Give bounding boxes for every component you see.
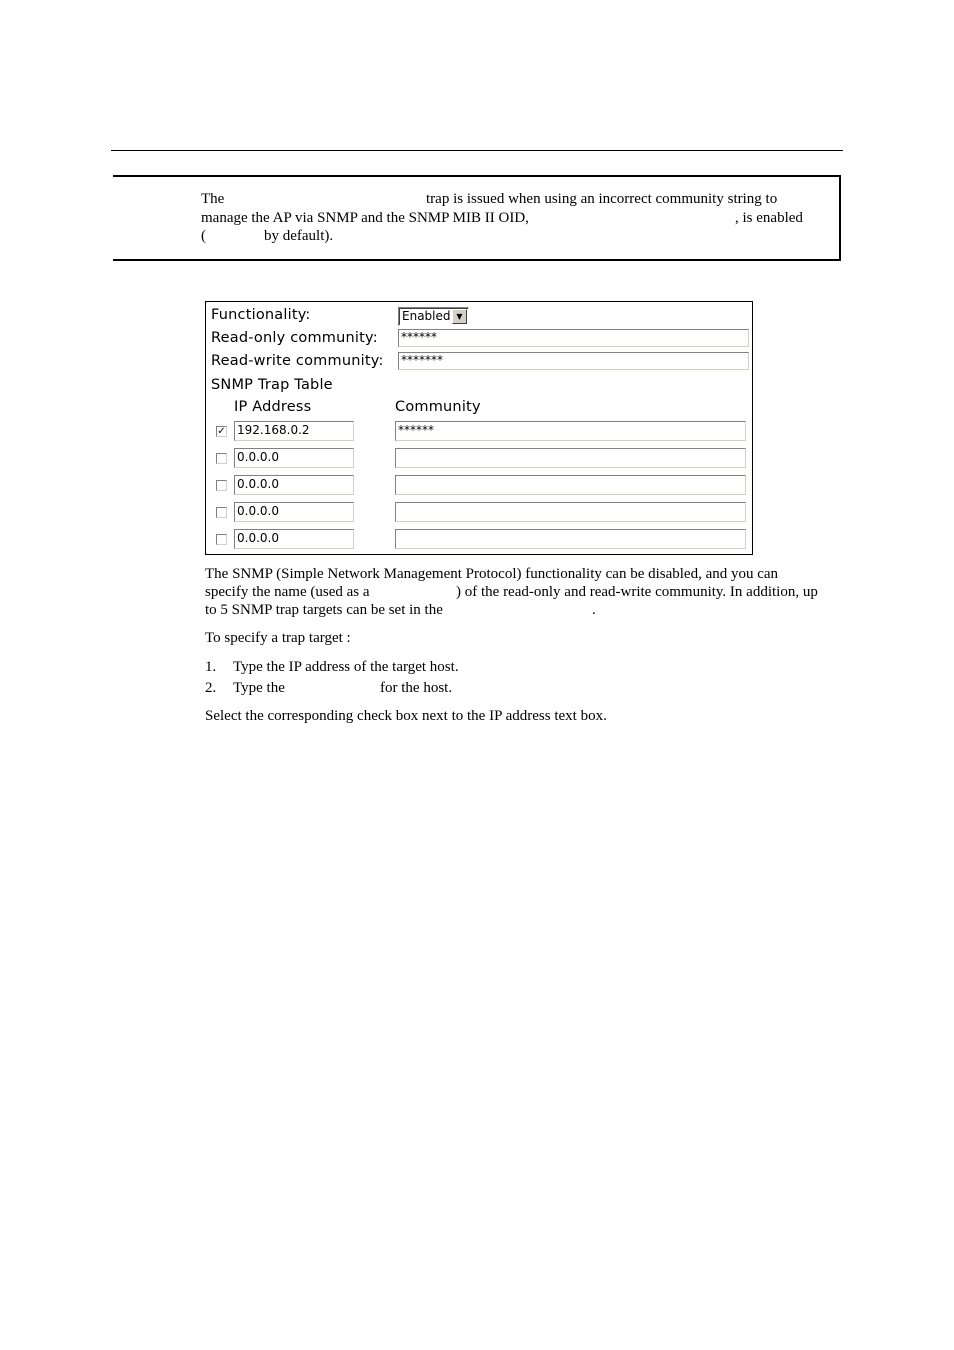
note-line1-start: The [201,191,225,207]
description-line2-end: ) of the read-only and read-write community. In addition, up [456,584,818,600]
trap-target-intro: To specify a trap target : [205,630,351,646]
trap-community-input[interactable] [395,502,746,522]
step-text-end: for the host. [380,680,453,696]
ip-address-column-header: IP Address [234,399,312,415]
description-line2-start: specify the name (used as a [205,584,370,600]
functionality-label: Functionality: [211,307,311,323]
readwrite-community-input[interactable]: ******* [398,352,749,370]
step-number: 2. [205,680,217,696]
readonly-community-input[interactable]: ****** [398,329,749,347]
functionality-select[interactable] [398,307,469,326]
trap-enable-checkbox[interactable] [216,480,227,491]
community-column-header: Community [395,399,481,415]
trap-community-input[interactable] [395,475,746,495]
trap-ip-input[interactable]: 192.168.0.2 [234,421,354,441]
step-text: Type the [233,680,285,696]
trap-ip-input[interactable]: 0.0.0.0 [234,502,354,522]
step-text: Type the IP address of the target host. [233,659,459,675]
description-line3-end: . [592,602,596,618]
trap-ip-input[interactable]: 0.0.0.0 [234,448,354,468]
description-line1: The SNMP (Simple Network Management Protocol) functionality can be disabled, and you can [205,566,779,582]
trap-community-input[interactable] [395,529,746,549]
trap-enable-checkbox[interactable] [216,453,227,464]
note-line3-start: ( [201,228,206,244]
trap-table-title: SNMP Trap Table [211,377,333,393]
final-instruction: Select the corresponding check box next to the IP address text box. [205,708,607,724]
readwrite-community-label: Read-write community: [211,353,384,369]
note-line2-end: , is enabled [735,210,803,226]
note-line1-end: trap is issued when using an incorrect community string to [426,191,778,207]
snmp-settings-panel [205,301,753,555]
trap-ip-input[interactable]: 0.0.0.0 [234,529,354,549]
trap-enable-checkbox[interactable]: ✓ [217,426,226,437]
readonly-community-label: Read-only community: [211,330,378,346]
trap-ip-input[interactable]: 0.0.0.0 [234,475,354,495]
description-line3-start: to 5 SNMP trap targets can be set in the [205,602,443,618]
header-rule [111,150,843,151]
dropdown-arrow-icon[interactable]: ▼ [452,309,467,324]
trap-community-input[interactable] [395,448,746,468]
note-line2-start: manage the AP via SNMP and the SNMP MIB II OID, [201,210,529,226]
trap-community-input[interactable]: ****** [395,421,746,441]
step-number: 1. [205,659,217,675]
functionality-value: Enabled [402,309,451,323]
note-line3-end: by default). [264,228,334,244]
trap-enable-checkbox[interactable] [216,534,227,545]
trap-enable-checkbox[interactable] [216,507,227,518]
